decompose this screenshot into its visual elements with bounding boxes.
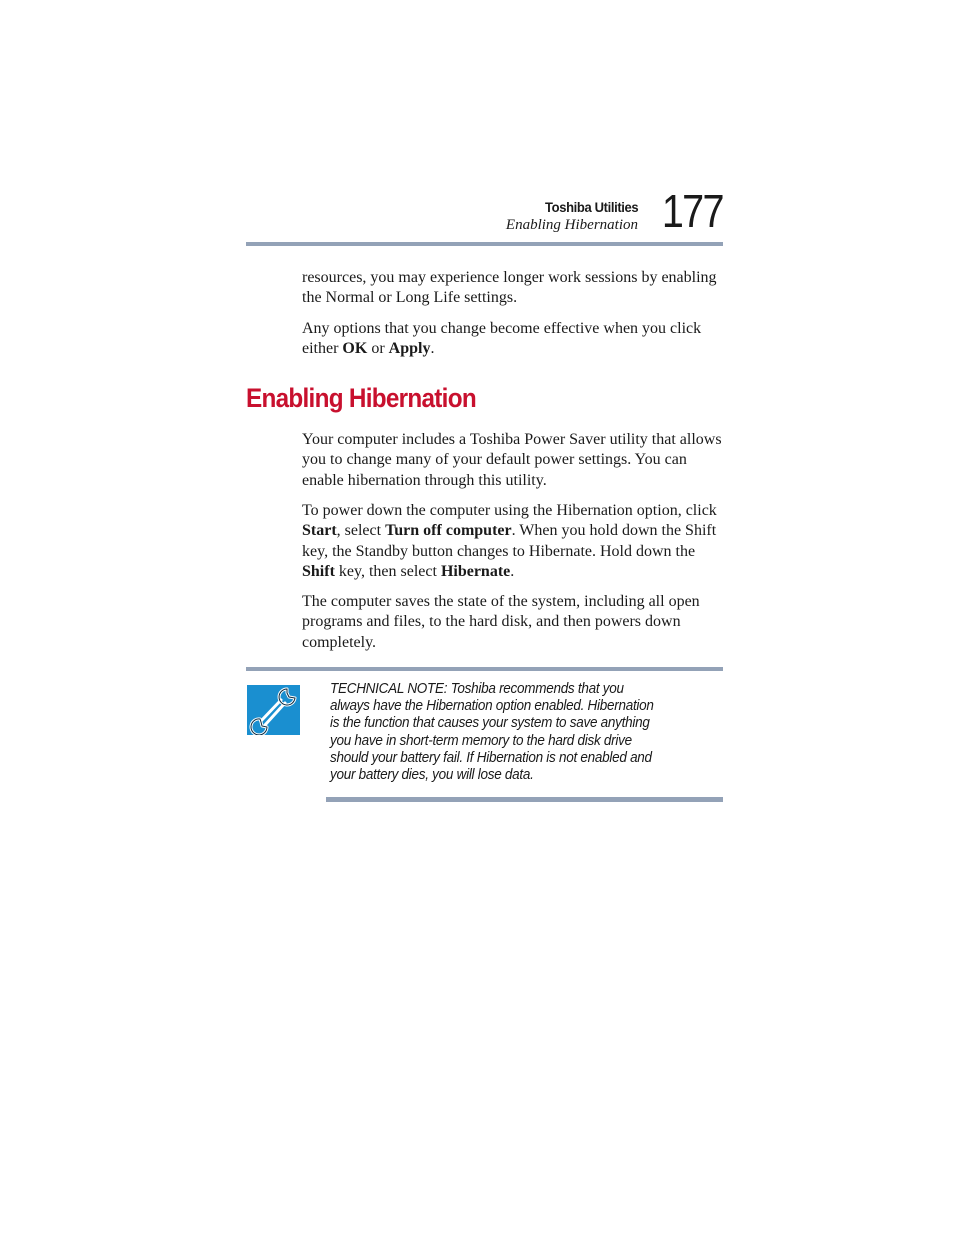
text-run: key, then select [334, 562, 441, 580]
shift-term: Shift [302, 562, 335, 580]
section-paragraph-2 [302, 501, 722, 582]
turn-off-computer-term: Turn off computer [385, 522, 512, 540]
text-run: Any options that you change become effective when you click either [302, 320, 702, 358]
header-divider [246, 242, 723, 246]
technical-note-text: TECHNICAL NOTE: Toshiba recommends that you always have the Hibernation option enabled. Hibernation is the function that causes your system to save anything you have in short-term memory to the hard disk drive should your battery fail. If Hibernation is not enabled and your battery dies, you will lose data. [330, 680, 654, 784]
page-number: 177 [662, 185, 723, 237]
hibernate-term: Hibernate [440, 562, 511, 580]
text-run: , select [336, 522, 386, 540]
note-top-divider [246, 667, 723, 671]
intro-paragraph-2 [302, 319, 722, 360]
page-header [246, 185, 723, 245]
wrench-icon [247, 685, 300, 735]
text-run: . [430, 340, 435, 358]
running-header-subsection: Enabling Hibernation [505, 217, 638, 233]
running-header-section: Toshiba Utilities [544, 199, 638, 215]
note-bottom-divider [326, 797, 723, 802]
intro-paragraph-1: resources, you may experience longer work sessions by enabling the Normal or Long Life settings. [302, 269, 717, 307]
ok-term: OK [342, 340, 368, 358]
start-term: Start [302, 522, 337, 540]
text-run: . [510, 562, 515, 580]
apply-term: Apply [388, 340, 431, 358]
section-heading: Enabling Hibernation [246, 383, 476, 413]
text-run: To power down the computer using the Hibernation option, click [302, 502, 717, 519]
wrench-icon-graphic [247, 685, 300, 735]
text-run: or [367, 340, 389, 358]
section-paragraph-3: The computer saves the state of the system, including all open programs and files, to the hard disk, and then powers down completely. [302, 593, 700, 651]
section-paragraph-1: Your computer includes a Toshiba Power Saver utility that allows you to change many of your default power settings. You can enable hibernation through this utility. [302, 431, 722, 489]
text-run: . When you hold down the Shift key, the Standby button changes to Hibernate. Hold down the [302, 522, 717, 560]
